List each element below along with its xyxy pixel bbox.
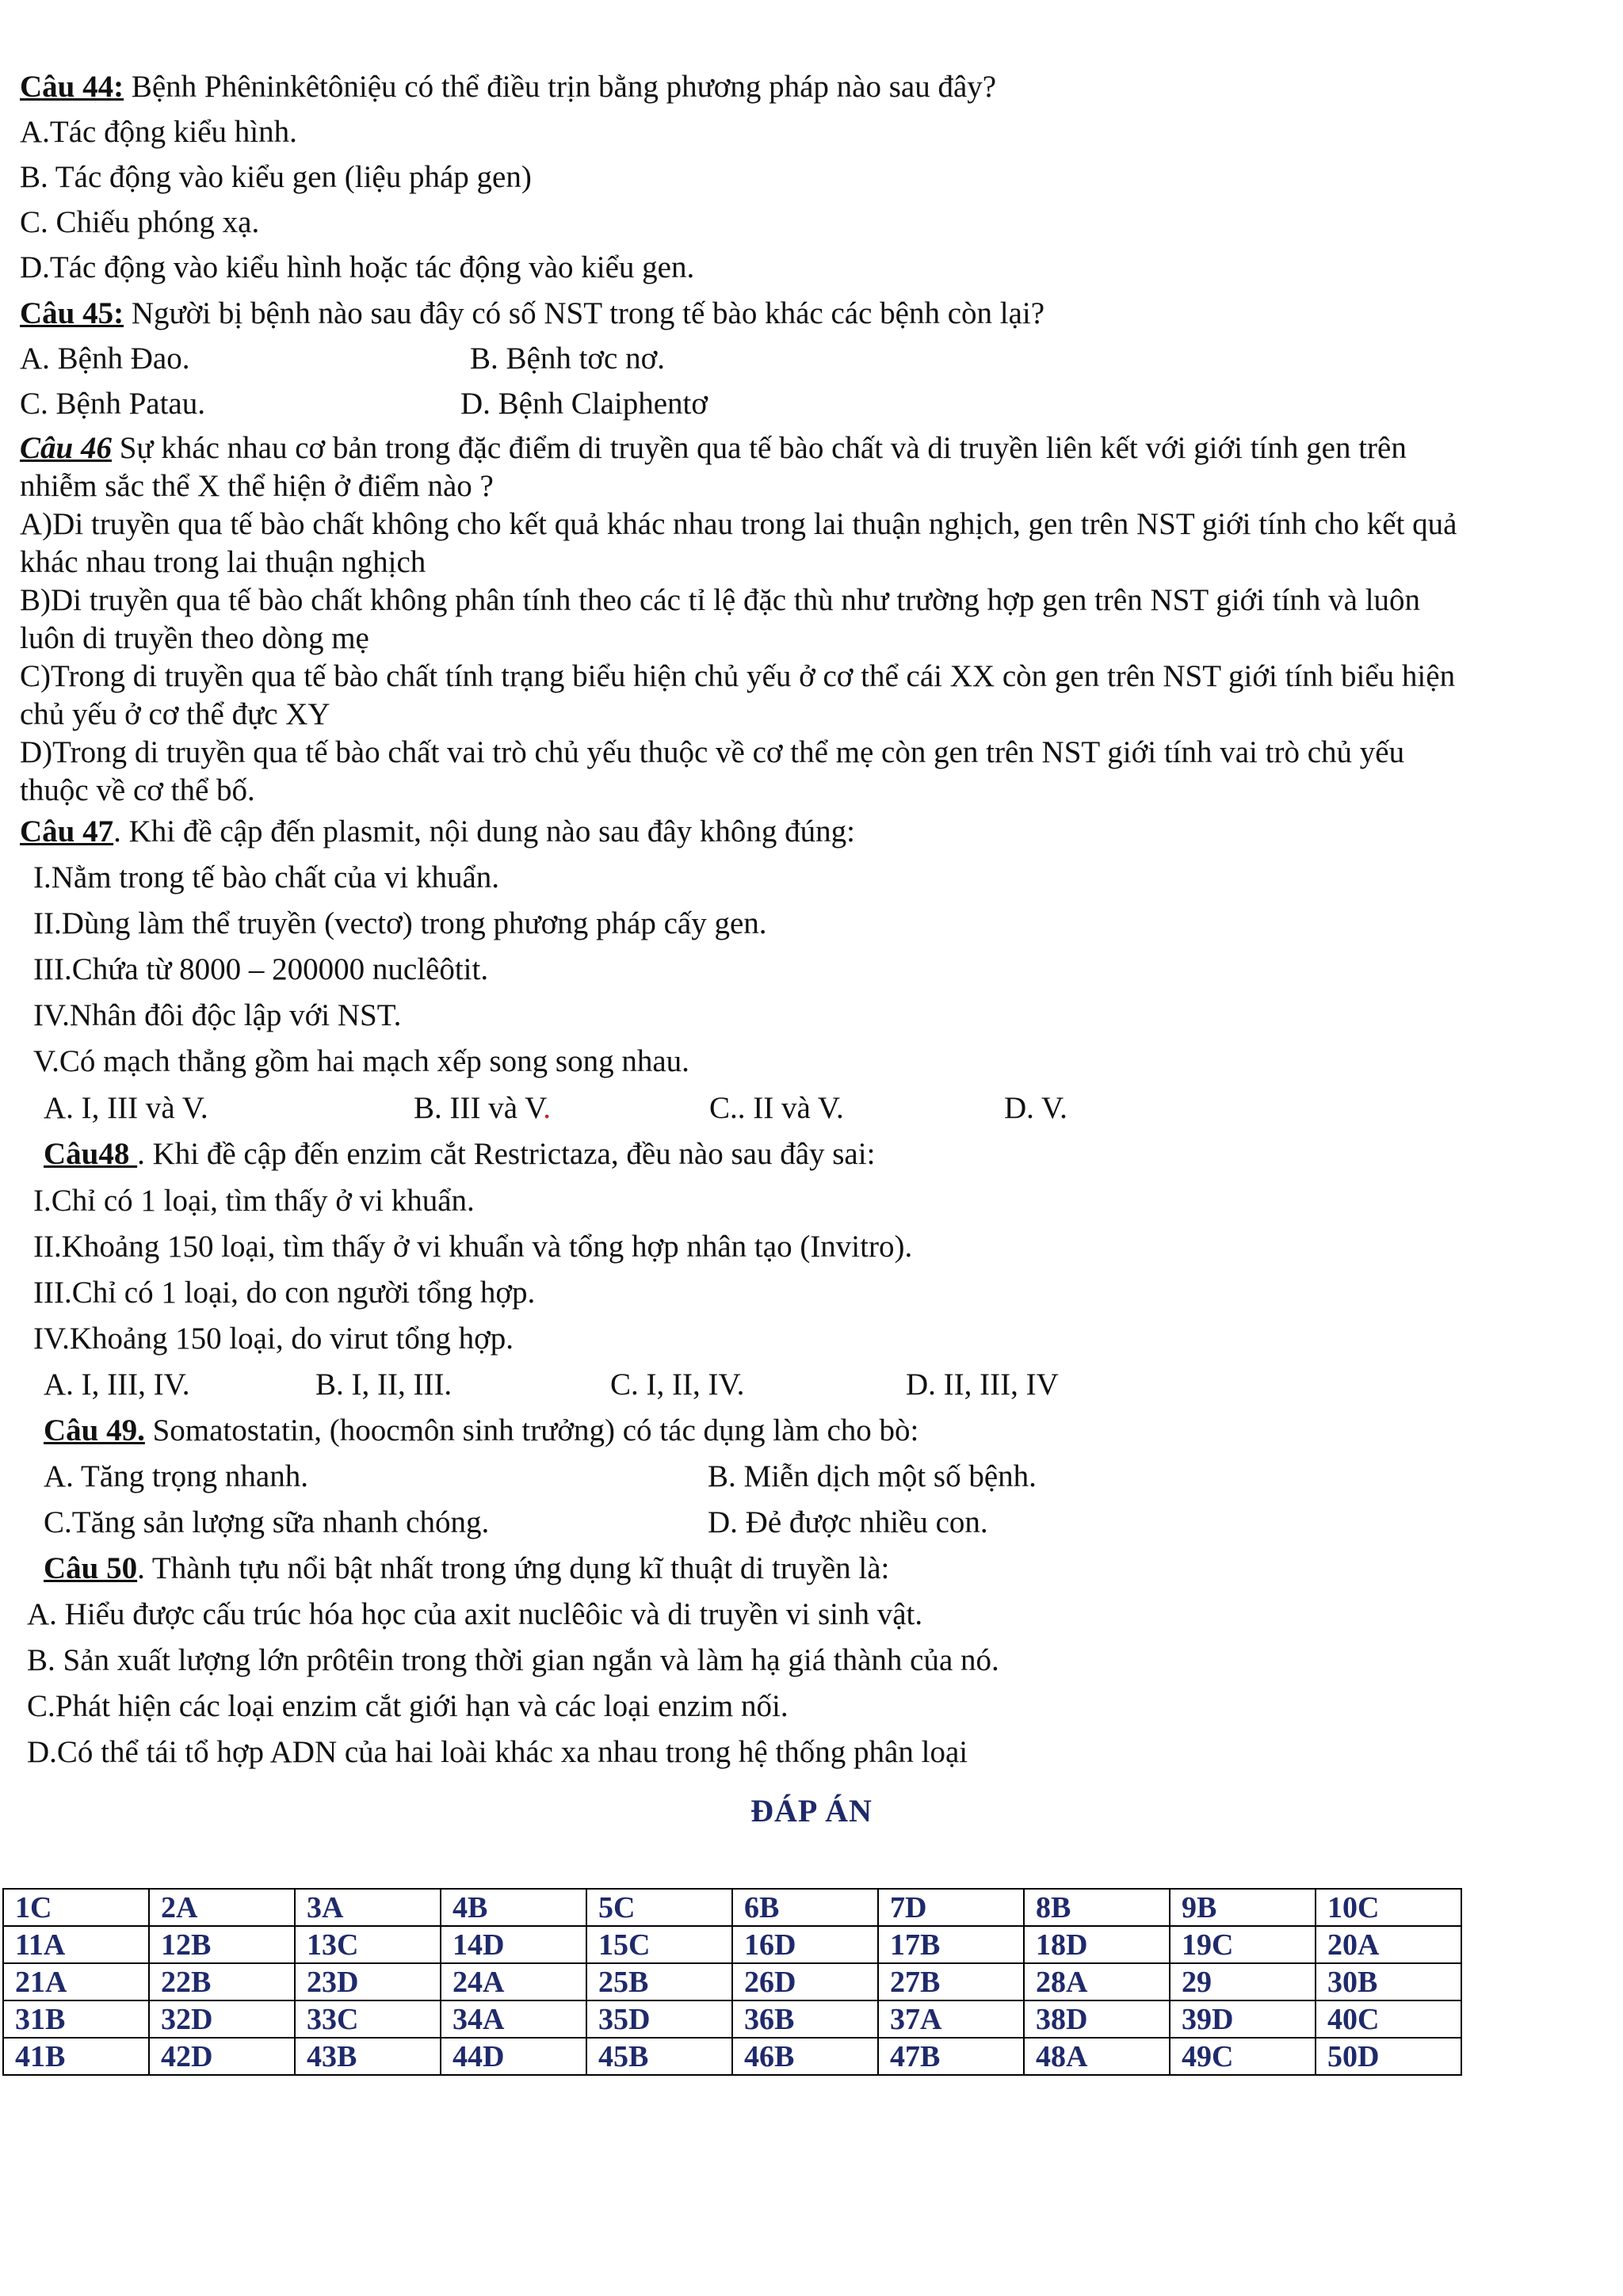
answer-cell: 39D	[1170, 2000, 1316, 2038]
answer-key-table	[2, 1888, 1462, 2076]
statement-iv: IV.Khoảng 150 loại, do virut tổng hợp.	[33, 1322, 514, 1356]
answer-row	[3, 1926, 1461, 1963]
option-d: D.Có thể tái tổ hợp ADN của hai loài khác xa nhau trong hệ thống phân loại	[27, 1735, 968, 1769]
answer-cell: 2A	[149, 1889, 295, 1926]
answer-cell: 21A	[3, 1963, 149, 2000]
answer-cell: 31B	[3, 2000, 149, 2038]
option-a: A. Bệnh Đao.	[20, 341, 190, 376]
option-b: B. I, II, III.	[315, 1367, 453, 1402]
option-a: A. I, III, IV.	[44, 1367, 190, 1402]
option-b: B. Sản xuất lượng lớn prôtêin trong thời gian ngắn và làm hạ giá thành của nó.	[27, 1643, 999, 1677]
answer-cell: 14D	[441, 1926, 586, 1963]
option-a: A. Tăng trọng nhanh.	[44, 1459, 308, 1493]
answer-cell: 44D	[441, 2038, 586, 2075]
question-number: Câu 50	[44, 1551, 138, 1585]
answer-cell: 6B	[732, 1889, 878, 1926]
option-b: B)Di truyền qua tế bào chất không phân tính theo các tỉ lệ đặc thù như trường hợp gen trên NST giới tính và luôn	[20, 583, 1421, 617]
answer-cell: 33C	[295, 2000, 441, 2038]
option-c-cont: chủ yếu ở cơ thể đực XY	[20, 697, 330, 731]
answer-cell: 46B	[732, 2038, 878, 2075]
option-d-cont: thuộc về cơ thể bố.	[20, 773, 255, 807]
statement-iv: IV.Nhân đôi độc lập với NST.	[33, 998, 402, 1032]
answer-cell: 7D	[878, 1889, 1024, 1926]
answer-cell: 41B	[3, 2038, 149, 2075]
question-number: Câu 49.	[44, 1413, 145, 1447]
option-d: D. Bệnh Claiphentơ	[460, 387, 708, 421]
option-c: C. Chiếu phóng xạ.	[20, 205, 260, 239]
question-text-cont: nhiễm sắc thể X thể hiện ở điểm nào ?	[20, 469, 494, 503]
option-d: D. V.	[1004, 1091, 1067, 1125]
answer-row	[3, 1889, 1461, 1926]
answer-cell: 40C	[1316, 2000, 1461, 2038]
option-b-dot: .	[543, 1091, 551, 1125]
answer-cell: 9B	[1170, 1889, 1316, 1926]
answer-cell: 22B	[149, 1963, 295, 2000]
question-48	[44, 1135, 875, 1173]
answer-cell: 42D	[149, 2038, 295, 2075]
answer-cell: 3A	[295, 1889, 441, 1926]
question-text: Người bị bệnh nào sau đây có số NST trong tế bào khác các bệnh còn lại?	[124, 296, 1045, 330]
option-a-cont: khác nhau trong lai thuận nghịch	[20, 545, 426, 579]
question-number: Câu 44:	[20, 70, 124, 104]
answer-cell: 27B	[878, 1963, 1024, 2000]
question-text: Bệnh Phêninkêtôniệu có thể điều trịn bằng phương pháp nào sau đây?	[124, 70, 997, 104]
answer-cell: 35D	[586, 2000, 732, 2038]
answer-cell: 20A	[1316, 1926, 1461, 1963]
statement-ii: II.Khoảng 150 loại, tìm thấy ở vi khuẩn và tổng hợp nhân tạo (Invitro).	[33, 1230, 913, 1264]
option-c: C. I, II, IV.	[610, 1367, 745, 1402]
answer-cell: 23D	[295, 1963, 441, 2000]
answer-cell: 48A	[1024, 2038, 1170, 2075]
option-d: D. II, III, IV	[906, 1367, 1059, 1402]
answer-row	[3, 2038, 1461, 2075]
answer-cell: 13C	[295, 1926, 441, 1963]
question-44	[20, 68, 996, 106]
answer-cell: 29	[1170, 1963, 1316, 2000]
option-d: D.Tác động vào kiểu hình hoặc tác động vào kiểu gen.	[20, 250, 695, 284]
question-text: . Khi đề cập đến enzim cắt Restrictaza, đều nào sau đây sai:	[137, 1137, 876, 1171]
option-b: B. Bệnh tơc nơ.	[470, 341, 665, 376]
answer-cell: 30B	[1316, 1963, 1461, 2000]
option-d: D. Đẻ được nhiều con.	[708, 1505, 988, 1539]
statement-iii: III.Chứa từ 8000 – 200000 nuclêôtit.	[33, 952, 489, 986]
question-text: . Thành tựu nổi bật nhất trong ứng dụng kĩ thuật di truyền là:	[137, 1551, 890, 1585]
option-c: C. Bệnh Patau.	[20, 387, 205, 421]
option-b: B. Miễn dịch một số bệnh.	[708, 1459, 1037, 1493]
answer-cell: 25B	[586, 1963, 732, 2000]
option-a: A. I, III và V.	[44, 1091, 208, 1125]
answer-cell: 8B	[1024, 1889, 1170, 1926]
answer-cell: 4B	[441, 1889, 586, 1926]
question-47	[20, 813, 855, 851]
answer-cell: 37A	[878, 2000, 1024, 2038]
answer-cell: 15C	[586, 1926, 732, 1963]
statement-i: I.Chỉ có 1 loại, tìm thấy ở vi khuẩn.	[33, 1184, 475, 1218]
option-c: C.Tăng sản lượng sữa nhanh chóng.	[44, 1505, 490, 1539]
answer-cell: 32D	[149, 2000, 295, 2038]
answer-cell: 43B	[295, 2038, 441, 2075]
answer-cell: 1C	[3, 1889, 149, 1926]
question-text: Sự khác nhau cơ bản trong đặc điểm di truyền qua tế bào chất và di truyền liên kết với giới tính gen trên	[111, 431, 1407, 465]
answer-cell: 24A	[441, 1963, 586, 2000]
option-d: D)Trong di truyền qua tế bào chất vai trò chủ yếu thuộc về cơ thể mẹ còn gen trên NST giới tính vai trò chủ yếu	[20, 735, 1405, 769]
option-c: C.Phát hiện các loại enzim cắt giới hạn và các loại enzim nối.	[27, 1689, 789, 1723]
answer-cell: 5C	[586, 1889, 732, 1926]
answer-cell: 49C	[1170, 2038, 1316, 2075]
option-b	[414, 1089, 551, 1127]
question-number: Câu 46	[20, 431, 112, 465]
answer-cell: 11A	[3, 1926, 149, 1963]
statement-i: I.Nằm trong tế bào chất của vi khuẩn.	[33, 860, 500, 894]
answer-cell: 16D	[732, 1926, 878, 1963]
answer-cell: 10C	[1316, 1889, 1461, 1926]
answer-cell: 17B	[878, 1926, 1024, 1963]
question-text: . Khi đề cập đến plasmit, nội dung nào sau đây không đúng:	[113, 814, 855, 849]
question-46	[20, 429, 1557, 467]
answer-row	[3, 1963, 1461, 2000]
question-49	[44, 1412, 918, 1450]
answer-cell: 18D	[1024, 1926, 1170, 1963]
option-c: C)Trong di truyền qua tế bào chất tính trạng biểu hiện chủ yếu ở cơ thể cái XX còn gen trên NST giới tính biểu hiện	[20, 659, 1456, 693]
answer-cell: 34A	[441, 2000, 586, 2038]
question-number: Câu48	[44, 1137, 138, 1171]
statement-ii: II.Dùng làm thể truyền (vectơ) trong phương pháp cấy gen.	[33, 906, 767, 940]
question-50	[44, 1550, 889, 1588]
answer-row	[3, 2000, 1461, 2038]
option-a: A. Hiểu được cấu trúc hóa học của axit nuclêôic và di truyền vi sinh vật.	[27, 1597, 923, 1631]
question-number: Câu 47	[20, 814, 114, 849]
option-a: A)Di truyền qua tế bào chất không cho kết quả khác nhau trong lai thuận nghịch, gen trên NST giới tính cho kết quả	[20, 507, 1457, 541]
answer-cell: 47B	[878, 2038, 1024, 2075]
question-number: Câu 45:	[20, 296, 124, 330]
statement-iii: III.Chỉ có 1 loại, do con người tổng hợp.	[33, 1276, 536, 1310]
answer-cell: 19C	[1170, 1926, 1316, 1963]
answer-cell: 38D	[1024, 2000, 1170, 2038]
answer-cell: 50D	[1316, 2038, 1461, 2075]
answer-cell: 28A	[1024, 1963, 1170, 2000]
option-b-text: B. III và V	[414, 1091, 544, 1125]
option-c: C.. II và V.	[709, 1091, 844, 1125]
question-45	[20, 295, 1044, 333]
answer-cell: 12B	[149, 1926, 295, 1963]
answer-cell: 45B	[586, 2038, 732, 2075]
option-b: B. Tác động vào kiểu gen (liệu pháp gen)	[20, 160, 532, 194]
statement-v: V.Có mạch thẳng gồm hai mạch xếp song song nhau.	[33, 1044, 689, 1078]
answer-key-title: ĐÁP ÁN	[750, 1793, 873, 1829]
option-b-cont: luôn di truyền theo dòng mẹ	[20, 621, 369, 655]
question-text: Somatostatin, (hoocmôn sinh trưởng) có tác dụng làm cho bò:	[144, 1413, 919, 1447]
answer-cell: 36B	[732, 2000, 878, 2038]
answer-cell: 26D	[732, 1963, 878, 2000]
option-a: A.Tác động kiểu hình.	[20, 115, 297, 149]
